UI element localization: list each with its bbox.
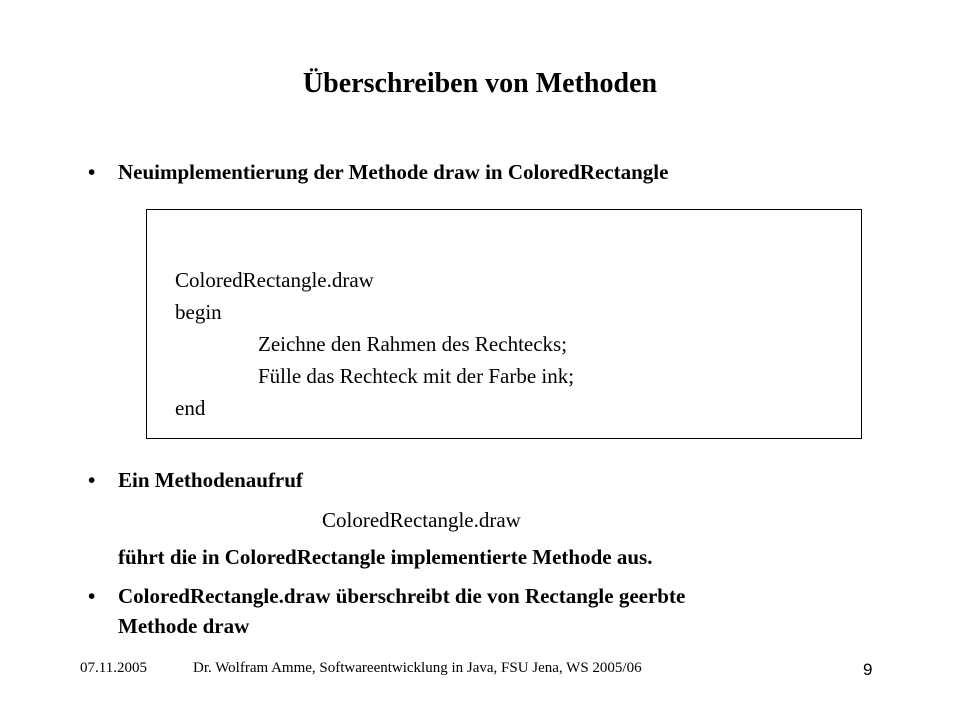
bullet-3-text: ColoredRectangle.draw überschreibt die von Rectangle geerbte <box>118 584 686 608</box>
code-line-3: Zeichne den Rahmen des Rechtecks; <box>258 332 568 356</box>
bullet-2-symbol: • <box>88 468 96 492</box>
code-line-2: begin <box>175 300 222 324</box>
footer-author: Dr. Wolfram Amme, Softwareentwicklung in Java, FSU Jena, WS 2005/06 <box>193 660 642 676</box>
code-line-5: end <box>175 396 206 420</box>
code-line-1: ColoredRectangle.draw <box>175 268 374 292</box>
bullet-1-text: Neuimplementierung der Methode draw in ColoredRectangle <box>118 160 669 184</box>
code-line-4: Fülle das Rechteck mit der Farbe ink; <box>258 364 575 388</box>
bullet-2-text: Ein Methodenaufruf <box>118 468 303 492</box>
slide-title: Überschreiben von Methoden <box>302 68 658 99</box>
bullet-1-symbol: • <box>88 160 96 184</box>
bullet-3-continuation: Methode draw <box>118 614 250 638</box>
call-explanation: führt die in ColoredRectangle implementierte Methode aus. <box>118 545 653 569</box>
bullet-3-symbol: • <box>88 584 96 608</box>
call-example: ColoredRectangle.draw <box>322 508 521 532</box>
code-box <box>146 209 862 439</box>
page-number: 9 <box>863 660 873 679</box>
footer-date: 07.11.2005 <box>80 660 147 676</box>
